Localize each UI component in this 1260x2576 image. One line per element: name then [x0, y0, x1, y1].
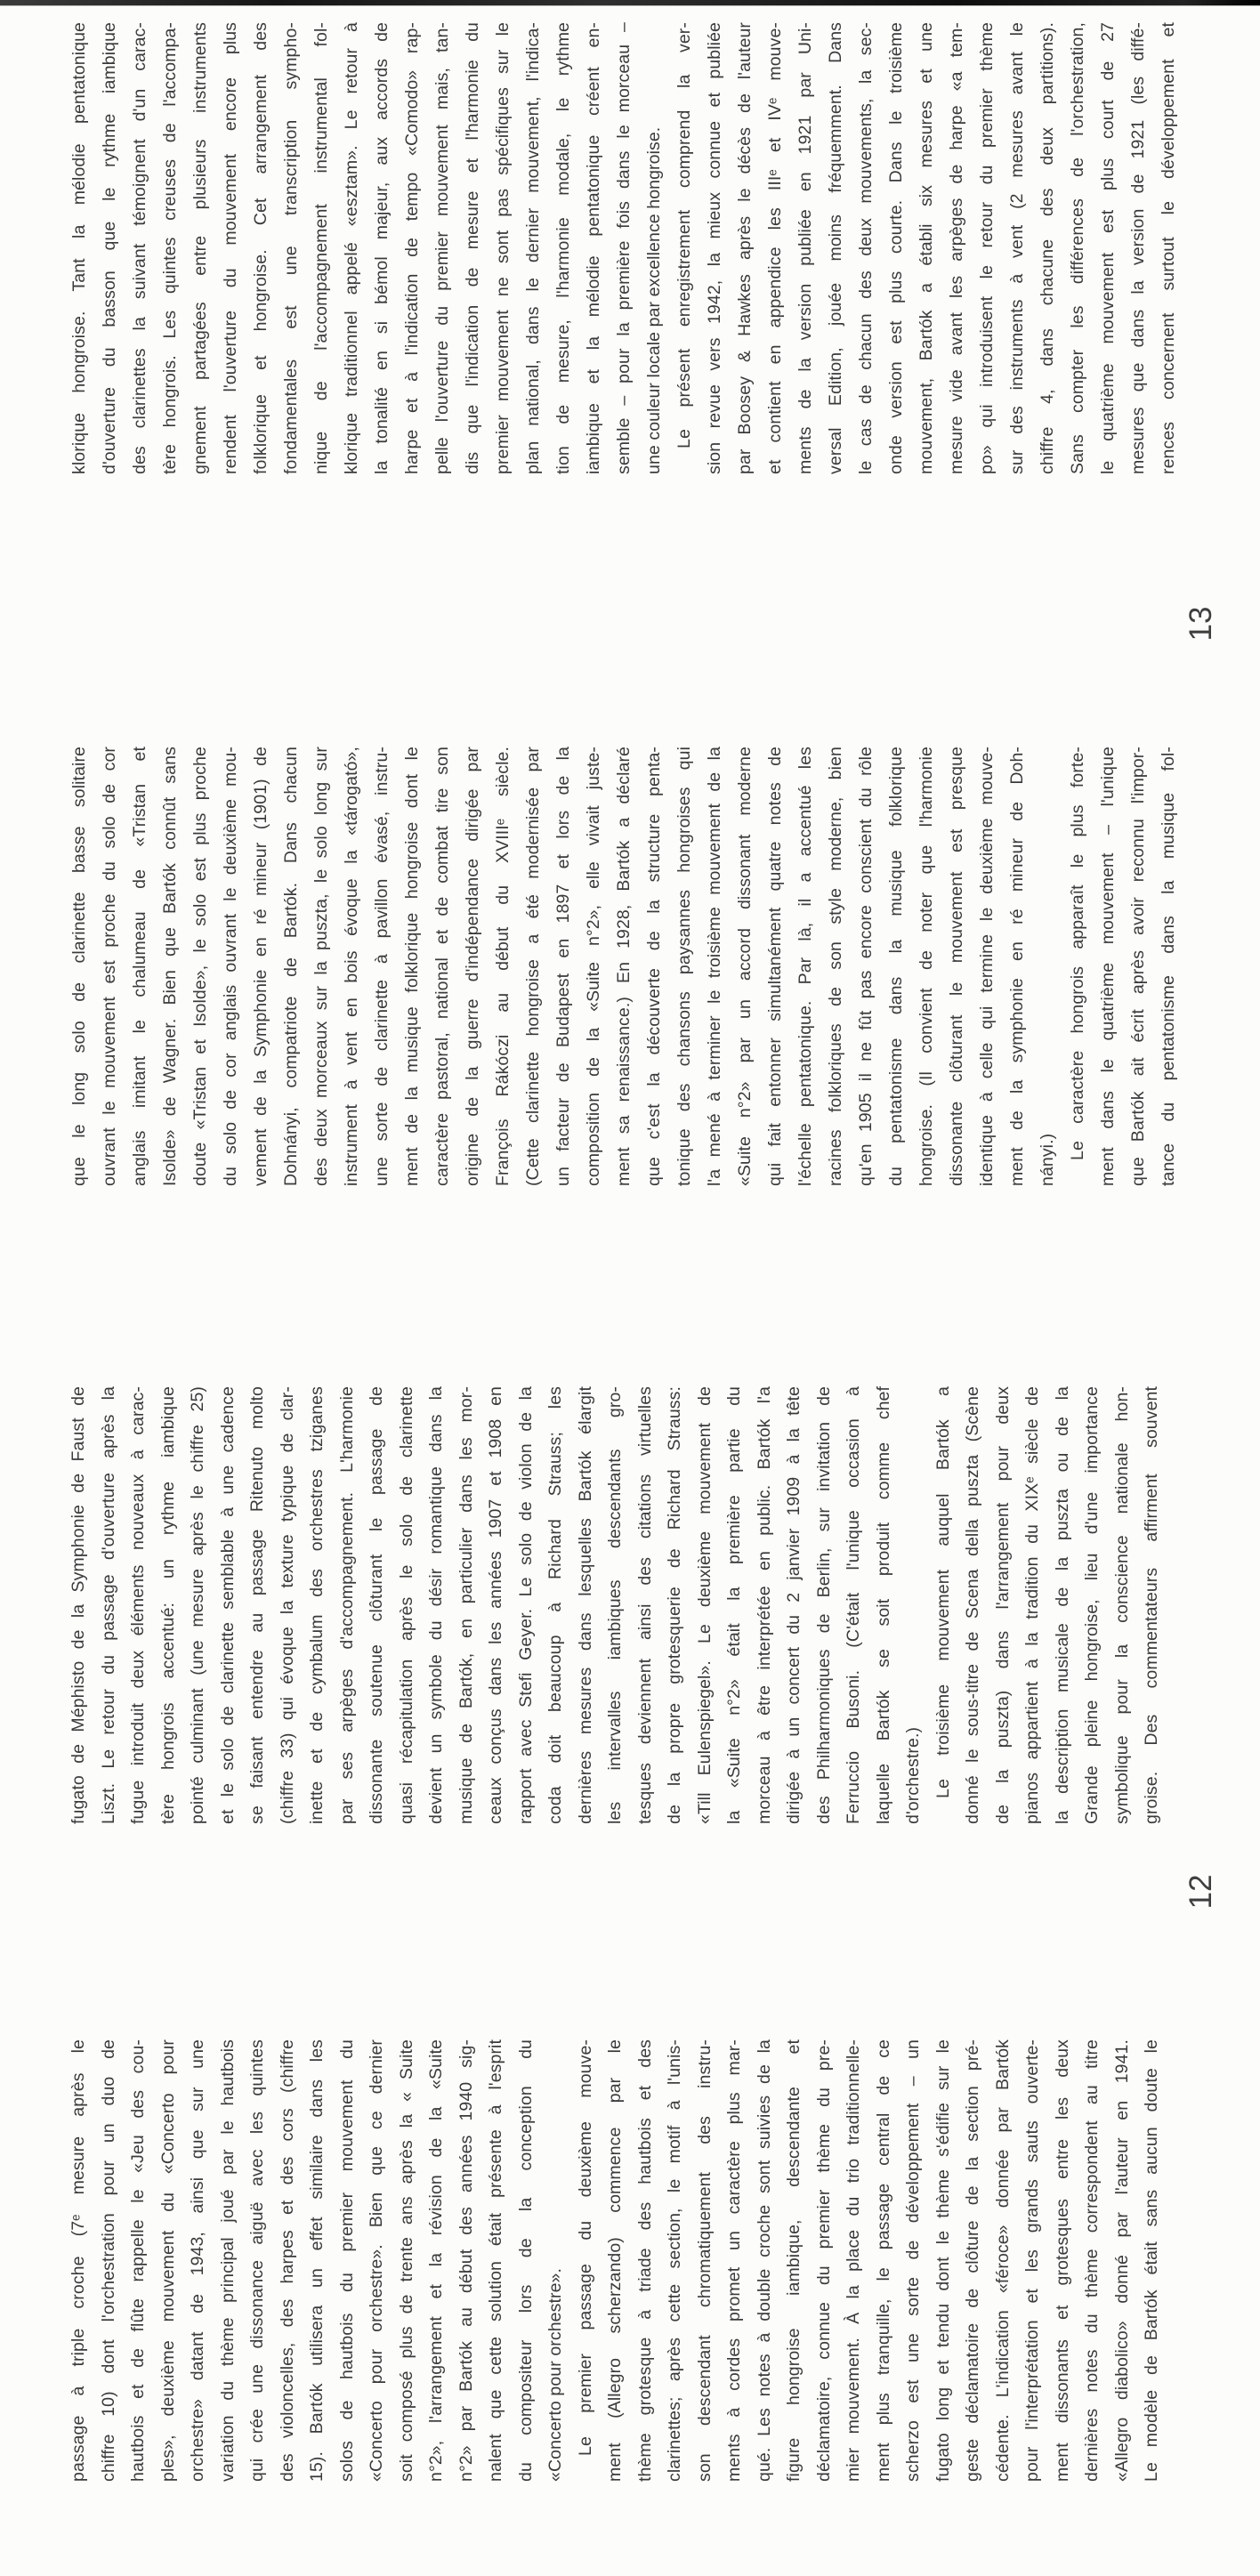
page-12: [0, 1288, 1260, 2576]
text-line: dernières notes du thème correspondent au titre: [1082, 2039, 1102, 2482]
text-line: gnement partagées entre plusieurs instruments: [190, 22, 210, 474]
text-line: qu'en 1905 il ne fût pas encore conscient du rôle: [856, 747, 876, 1186]
text-line: ments à cordes promet un caractère plus mar-: [724, 2039, 744, 2482]
text-line: dissonante clôturant le mouvement est presque: [947, 747, 966, 1186]
text-line: vement de la Symphonie en ré mineur (1901) de: [251, 747, 271, 1186]
text-line: donné le sous-titre de Scena della puszta (Scène: [963, 1386, 982, 1824]
text-line: qui crée une dissonance aiguë avec les quintes: [247, 2039, 267, 2482]
text-line: une couleur locale par excellence hongroise.: [644, 126, 664, 474]
text-line: chiffre 4, dans chacune des deux partitions).: [1038, 22, 1057, 474]
text-line: rendent l'ouverture du mouvement encore plus: [221, 22, 240, 474]
text-line: que c'est la découverte de la structure penta-: [644, 747, 664, 1186]
text-line: inette et de cymbalum des orchestres tziganes: [307, 1386, 327, 1824]
text-line: du solo de cor anglais ouvrant le deuxième mou-: [221, 747, 240, 1186]
text-line: déclamatoire, connue du premier thème du pre-: [813, 2039, 834, 2482]
page-13-column-left: [64, 747, 1183, 1186]
text-line: ment plus tranquille, le passage central de ce: [873, 2039, 893, 2482]
text-line: «Suite n°2» par un accord dissonant moderne: [735, 747, 755, 1186]
text-line: ceaux conçus dans les années 1907 et 1908 en: [486, 1386, 505, 1824]
text-line: dernières mesures dans lesquelles Bartók élargit: [575, 1386, 595, 1824]
text-line: figure hongroise iambique, descendante et: [784, 2039, 804, 2482]
text-line: Liszt. Le retour du passage d'ouverture après la: [98, 1386, 118, 1824]
text-line: des deux morceaux sur la puszta, le solo long sur: [311, 747, 331, 1186]
text-line: fugato long et tendu dont le thème s'édifie sur le: [933, 2039, 953, 2482]
text-line: identique à celle qui termine le deuxième mouve-: [977, 747, 997, 1186]
text-line: un facteur de Budapest en 1897 et lors de la: [553, 747, 573, 1186]
text-line: n°2» par Bartók au début des années 1940 sig-: [456, 2039, 476, 2482]
text-line: harpe et à l'indication de tempo «Comodo» rap-: [402, 22, 422, 474]
text-line: d'ouverture du basson que le rythme iambique: [100, 22, 119, 474]
text-line: Ferruccio Busoni. (C'était l'unique occasion à: [844, 1386, 863, 1824]
text-line: passage à triple croche (7ᵉ mesure après le: [69, 2039, 88, 2482]
text-line: tion de mesure, l'harmonie modale, le rythme: [553, 22, 573, 474]
text-line: hongroise. (Il convient de noter que l'harmonie: [917, 747, 936, 1186]
text-line: qui fait entonner simultanément quatre notes de: [765, 747, 785, 1186]
page-13-column-right: [64, 22, 1183, 474]
text-line: variation du thème principal joué par le hautbois: [217, 2039, 238, 2482]
text-line: sion revue vers 1942, la mieux connue et publiée: [705, 22, 724, 474]
text-line: caractère pastoral, national et de combat tire son: [432, 747, 452, 1186]
text-line: du pentatonisme dans la musique folklorique: [886, 747, 906, 1186]
text-line: tère hongrois accentué: un rythme iambique: [158, 1386, 178, 1824]
text-line: d'orchestre.): [903, 1726, 923, 1824]
text-line: clarinettes; après cette section, le motif à l'unis-: [665, 2039, 684, 2482]
text-line: 15). Bartók utilisera un effet similaire dans les: [307, 2039, 327, 2482]
text-line: «Concerto pour orchestre». Bien que ce dernier: [367, 2039, 386, 2482]
text-line: tesques deviennent ainsi des citations virtuelles: [634, 1386, 655, 1824]
text-line: tère hongrois. Les quintes creuses de l'accompa-: [160, 22, 180, 474]
text-line: pianos appartient à la tradition du XIXᵉ siècle de: [1022, 1386, 1042, 1824]
text-line: par Boosey & Hawkes après le décès de l'auteur: [735, 22, 755, 474]
text-line: origine de la guerre d'indépendance dirigée par: [463, 747, 482, 1186]
text-line: laquelle Bartók se soit produit comme chef: [873, 1386, 893, 1824]
text-line: Le présent enregistrement comprend la ver-: [674, 22, 694, 448]
text-line: Isolde» de Wagner. Bien que Bartók connût sans: [160, 747, 180, 1186]
text-line: morceau à être interprétée en public. Bartók l'a: [754, 1386, 774, 1824]
text-line: nique de l'accompagnement instrumental fol-: [311, 22, 331, 474]
text-line: le quatrième mouvement est plus court de 27: [1098, 22, 1118, 474]
text-line: premier mouvement ne sont pas spécifiques sur le: [493, 22, 513, 474]
text-line: nalent que cette solution était présente à l'esprit: [486, 2039, 505, 2482]
text-line: coda doit beaucoup à Richard Strauss; les: [545, 1386, 565, 1824]
text-line: folklorique et hongroise. Cet arrangement des: [251, 22, 271, 474]
text-line: son descendant chromatiquement des instru-: [694, 2039, 715, 2482]
text-line: pointé culminant (une mesure après le chiffre 25): [188, 1386, 207, 1824]
text-line: de la propre grotesquerie de Richard Strauss:: [665, 1386, 684, 1824]
text-line: chiffre 10) dont l'orchestration pour un duo de: [98, 2039, 118, 2482]
text-line: mesure vide avant les arpèges de harpe «a tem-: [947, 22, 966, 474]
text-line: ment dissonants et grotesques entre les deux: [1052, 2039, 1072, 2482]
text-line: se faisant entendre au passage Ritenuto molto: [247, 1386, 267, 1824]
text-line: François Rákóczi au début du XVIIIᵉ siècle.: [493, 747, 513, 1186]
text-line: fugue introduit deux éléments nouveaux à carac-: [128, 1386, 148, 1824]
text-line: solos de hautbois du premier mouvement du: [336, 2039, 357, 2482]
text-line: ples», deuxième mouvement du «Concerto pour: [158, 2039, 178, 2482]
text-line: n°2», l'arrangement et la révision de la «Suite: [426, 2039, 446, 2482]
text-line: l'échelle pentatonique. Par là, il a accentué les: [796, 747, 815, 1186]
text-line: Sans compter les différences de l'orchestration,: [1068, 22, 1087, 474]
text-line: ment de la musique folklorique hongroise dont le: [402, 747, 422, 1186]
text-line: du compositeur lors de la conception du: [515, 2039, 536, 2482]
page-12-column-right: [64, 1386, 1167, 1824]
text-line: dissonante soutenue clôturant le passage de: [367, 1386, 386, 1824]
text-line: klorique traditionnel appelé «esztam». Le retour à: [342, 22, 361, 474]
text-line: semble – pour la première fois dans le morceau –: [614, 22, 634, 474]
text-line: anglais imitant le chalumeau de «Tristan et: [130, 747, 149, 1186]
text-line: orchestre» datant de 1943, ainsi que sur une: [188, 2039, 207, 2482]
text-line: dis que l'indication de mesure et l'harmonie du: [463, 22, 482, 474]
text-line: geste déclamatoire de clôture de la section pré-: [963, 2039, 982, 2482]
text-line: klorique hongroise. Tant la mélodie pentatonique: [69, 22, 89, 474]
text-line: ments de la version publiée en 1921 par Uni-: [796, 22, 815, 474]
text-line: fugato de Méphisto de la Symphonie de Faust de: [69, 1386, 88, 1824]
text-line: onde version est plus courte. Dans le troisième: [886, 22, 906, 474]
text-line: la «Suite n°2» était la première partie du: [724, 1386, 744, 1824]
text-line: l'a mené à terminer le troisième mouvement de la: [705, 747, 724, 1186]
text-line: musique de Bartók, en particulier dans les mor-: [456, 1386, 476, 1824]
text-line: tance du pentatonisme dans la musique fol-: [1159, 747, 1178, 1186]
text-line: des clarinettes la suivant témoignent d'un carac-: [130, 22, 149, 474]
text-line: et contient en appendice les IIIᵉ et IVᵉ mouve-: [765, 22, 785, 474]
text-line: Le modèle de Bartók était sans aucun doute le: [1142, 2039, 1161, 2482]
text-line: (Cette clarinette hongroise a été modernisée par: [523, 747, 543, 1186]
text-line: ment de la symphonie en ré mineur de Doh-: [1007, 747, 1027, 1186]
text-line: instrument à vent en bois évoque la «tárogató»,: [342, 747, 361, 1186]
text-line: versal Edition, jouée moins fréquemment. Dans: [826, 22, 845, 474]
text-line: rences concernent surtout le développement et: [1159, 22, 1178, 474]
text-line: Le troisième mouvement auquel Bartók a: [933, 1386, 953, 1798]
text-line: que le long solo de clarinette basse solitaire: [69, 747, 89, 1186]
text-line: po» qui introduisent le retour du premier thème: [977, 22, 997, 474]
text-line: mier mouvement. À la place du trio traditionnelle-: [844, 2039, 863, 2482]
text-line: nányi.): [1038, 1133, 1057, 1186]
text-line: «Till Eulenspiegel». Le deuxième mouvement de: [694, 1386, 715, 1824]
text-line: que Bartók ait écrit après avoir reconnu l'impor-: [1128, 747, 1148, 1186]
text-line: qué. Les notes à double croche sont suivies de la: [754, 2039, 774, 2482]
text-line: (chiffre 33) qui évoque la texture typique de clar-: [277, 1386, 297, 1824]
text-line: de la puszta) dans l'arrangement pour deux: [992, 1386, 1013, 1824]
text-line: ment (Allegro scherzando) commence par le: [605, 2039, 625, 2482]
text-line: quasi récapitulation après le solo de clarinette: [396, 1386, 416, 1824]
text-line: et le solo de clarinette semblable à une cadence: [217, 1386, 238, 1824]
text-line: la description musicale de la puszta ou de la: [1052, 1386, 1072, 1824]
text-line: Dohnányi, compatriote de Bartók. Dans chacun: [281, 747, 301, 1186]
text-line: une sorte de clarinette à pavillon évasé, instru-: [372, 747, 392, 1186]
text-line: Le caractère hongrois apparaît le plus forte-: [1068, 747, 1087, 1160]
text-line: mouvement, Bartók a établi six mesures et une: [917, 22, 936, 474]
text-line: «Allegro diabolico» donné par l'auteur en 1941.: [1111, 2039, 1132, 2482]
text-line: sur des instruments à vent (2 mesures avant le: [1007, 22, 1027, 474]
text-line: pour l'interprétation et les grands sauts ouverte-: [1022, 2039, 1042, 2482]
text-line: ment dans le quatrième mouvement – l'unique: [1098, 747, 1118, 1186]
page-number-13: 13: [1183, 606, 1218, 642]
text-line: devient un symbole du désir romantique dans la: [426, 1386, 446, 1824]
text-line: par ses arpèges d'accompagnement. L'harmonie: [336, 1386, 357, 1824]
text-line: «Concerto pour orchestre».: [545, 2268, 565, 2482]
text-line: doute «Tristan et Isolde», le solo est plus proche: [190, 747, 210, 1186]
text-line: ment sa renaissance.) En 1928, Bartók a déclaré: [614, 747, 634, 1186]
text-line: cédente. L'indication «féroce» donnée par Bartók: [992, 2039, 1013, 2482]
text-line: tonique des chansons paysannes hongroises qui: [674, 747, 694, 1186]
text-line: mesures que dans la version de 1921 (les diffé-: [1128, 22, 1148, 474]
text-line: le cas de chacun des deux mouvements, la sec-: [856, 22, 876, 474]
text-line: Le premier passage du deuxième mouve-: [575, 2039, 595, 2456]
text-line: des violoncelles, des harpes et des cors (chiffre: [277, 2039, 297, 2482]
text-line: hautbois et de flûte rappelle le «Jeu des cou-: [128, 2039, 148, 2482]
text-line: scherzo est une sorte de développement – un: [903, 2039, 923, 2482]
text-line: dirigée à un concert du 2 janvier 1909 à la tête: [784, 1386, 804, 1824]
text-line: iambique et la mélodie pentatonique créent en-: [584, 22, 603, 474]
text-line: plan national, dans le dernier mouvement, l'indica-: [523, 22, 543, 474]
text-line: pelle l'ouverture du premier mouvement mais, tan-: [432, 22, 452, 474]
text-line: la tonalité en si bémol majeur, aux accords de: [372, 22, 392, 474]
text-line: des Philharmoniques de Berlin, sur invitation de: [813, 1386, 834, 1824]
text-line: soit composé plus de trente ans après la « Suite: [396, 2039, 416, 2482]
text-line: racines folkloriques de son style moderne, bien: [826, 747, 845, 1186]
page-12-column-left: [64, 2039, 1167, 2482]
text-line: ouvrant le mouvement est proche du solo de cor: [100, 747, 119, 1186]
text-line: symbolique pour la conscience nationale hon-: [1111, 1386, 1132, 1824]
text-line: Grande pleine hongroise, lieu d'une importance: [1082, 1386, 1102, 1824]
text-line: rapport avec Stefi Geyer. Le solo de violon de la: [515, 1386, 536, 1824]
page-number-12: 12: [1183, 1874, 1218, 1910]
text-line: fondamentales est une transcription sympho-: [281, 22, 301, 474]
text-line: composition de la «Suite n°2», elle vivait juste-: [584, 747, 603, 1186]
text-line: les intervalles iambiques descendants gro-: [605, 1386, 625, 1824]
text-line: thème grotesque à triade des hautbois et des: [634, 2039, 655, 2482]
text-line: groise. Des commentateurs affirment souvent: [1142, 1386, 1161, 1824]
